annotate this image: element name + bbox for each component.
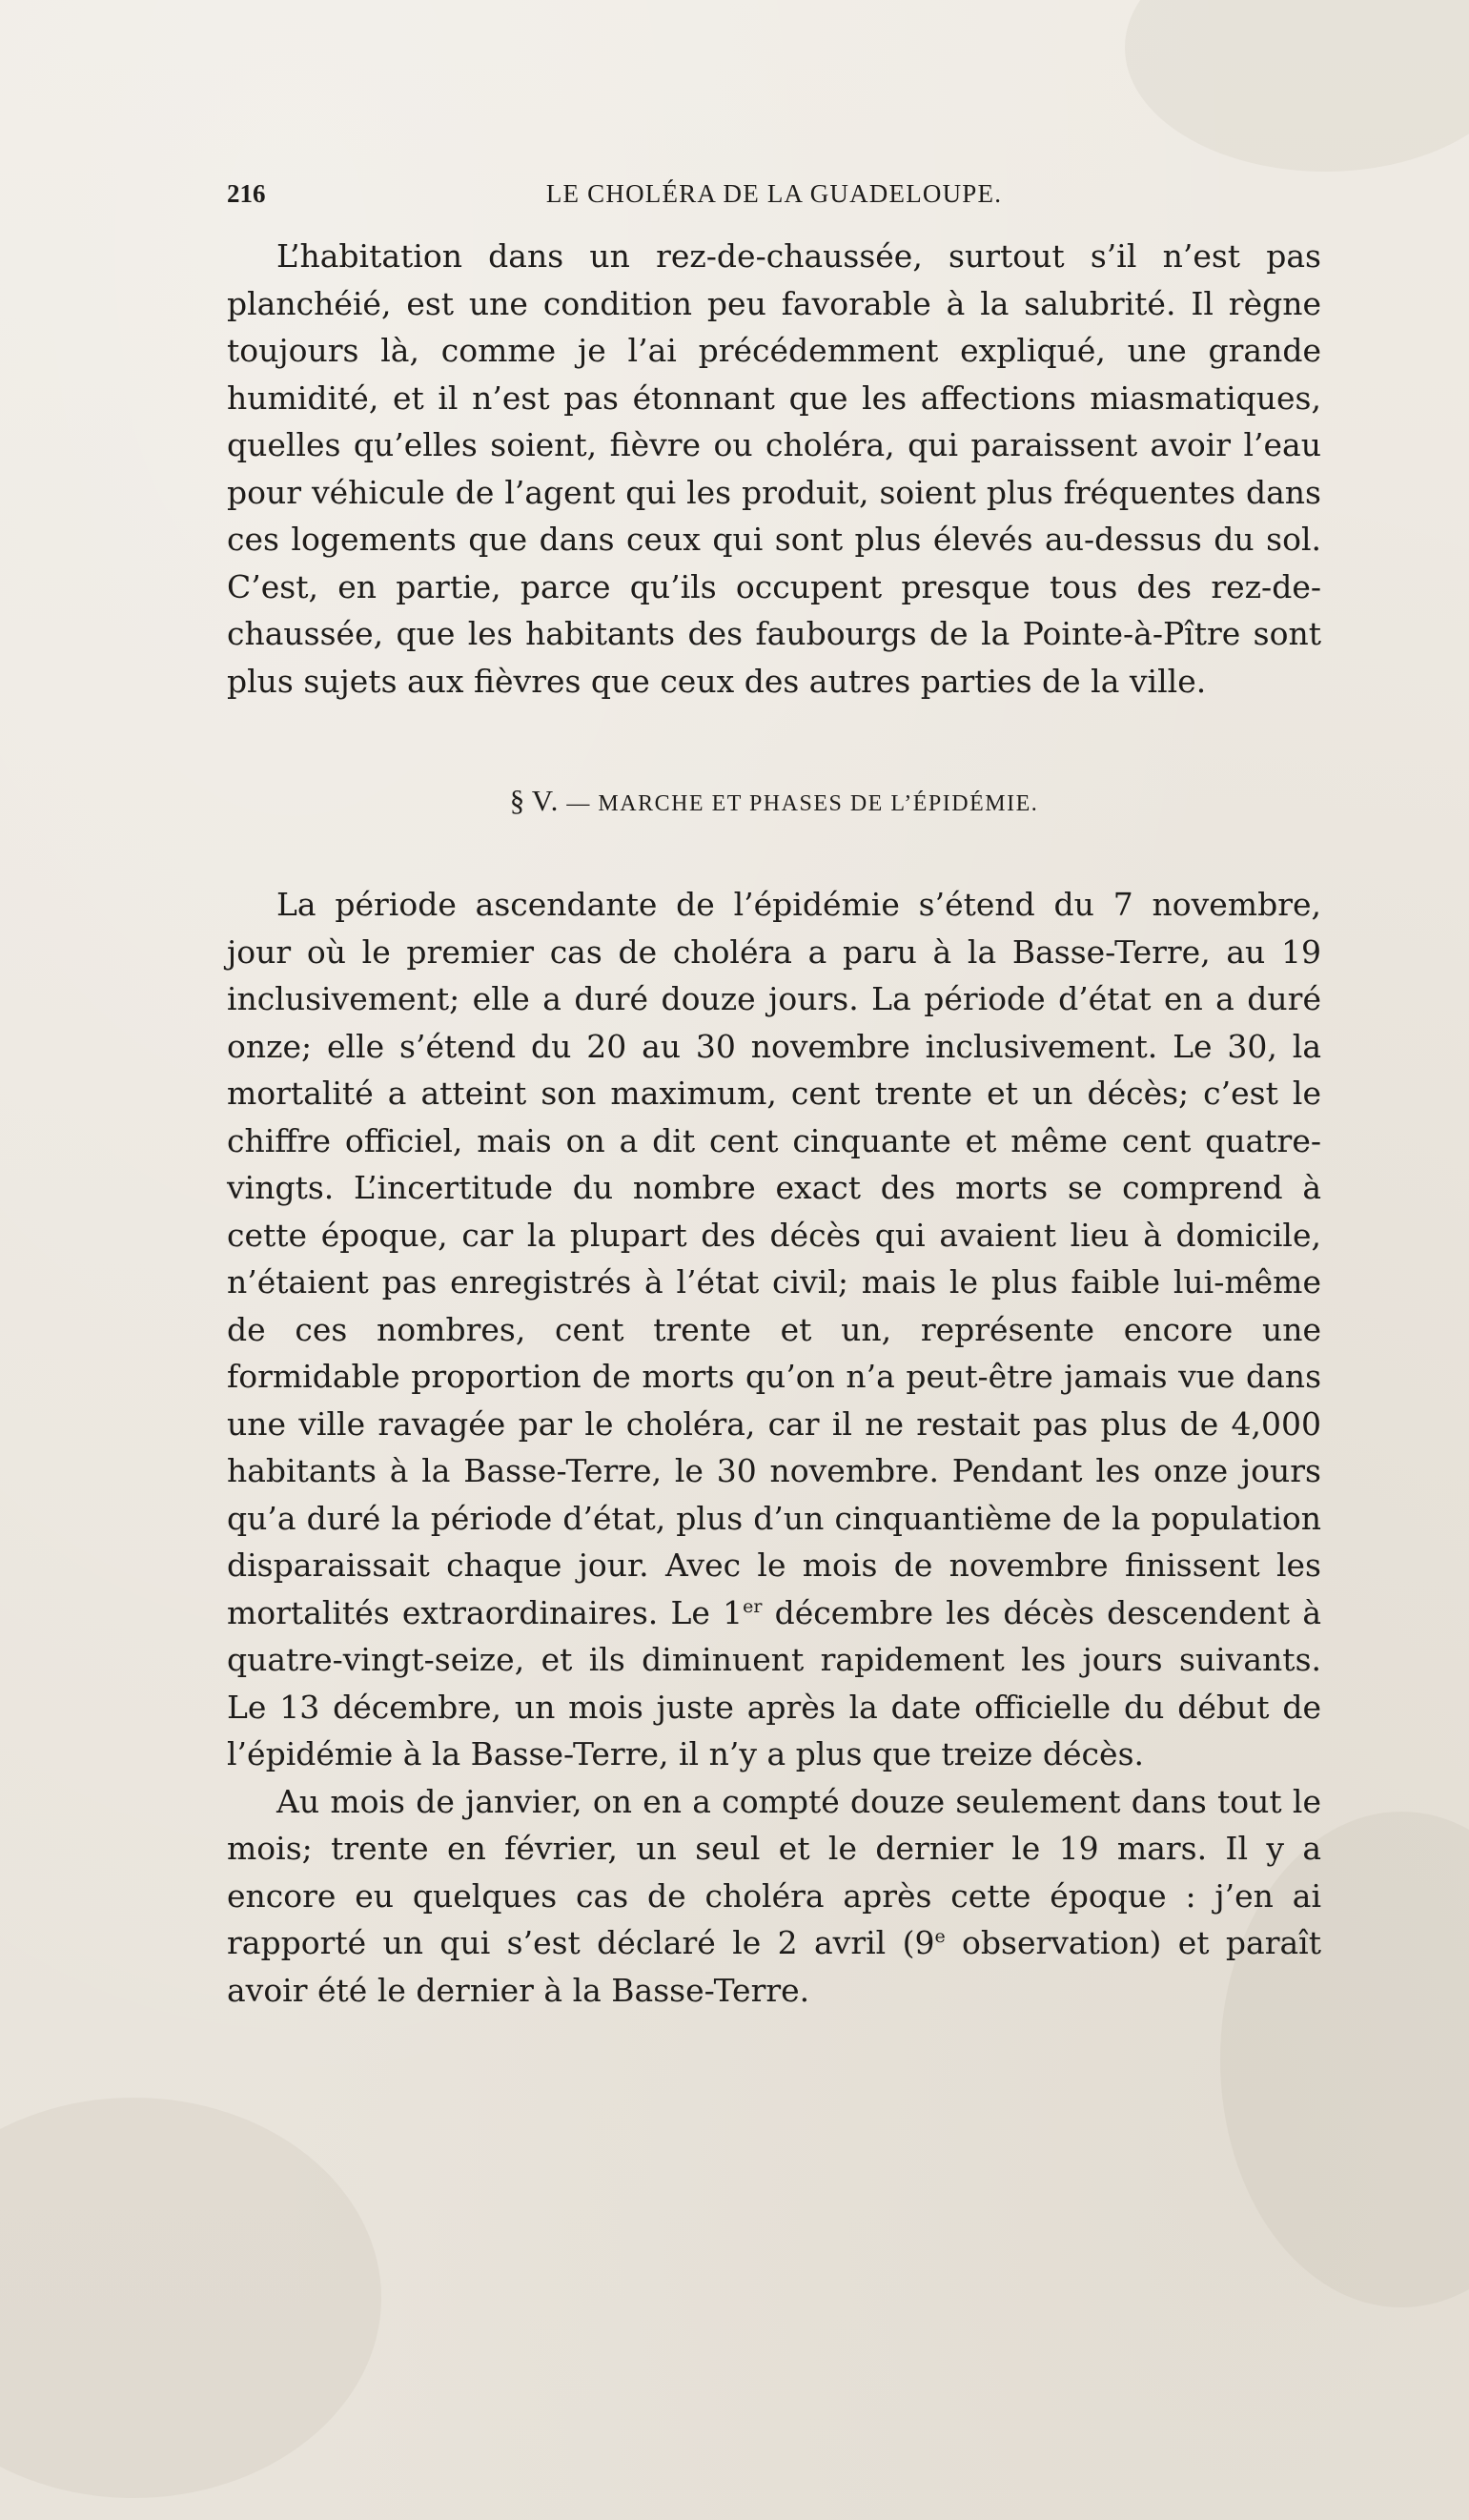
text-block <box>227 179 1321 2014</box>
paragraph-2-text-b: décembre les décès descendent à quatre-vingt-seize, et ils diminuent rapidement les jours suivants. Le 13 décembre, un mois juste après la date officielle du début de l’épidémie à la Basse-Terre, il n’y a plus que treize décès. <box>227 1593 1322 1772</box>
paragraph-2 <box>227 881 1321 1778</box>
running-title: LE CHOLÉRA DE LA GUADELOUPE. <box>545 179 1003 208</box>
ordinal-superscript: e <box>934 1926 946 1947</box>
paper-stain <box>1125 0 1469 172</box>
paragraph-3 <box>227 1778 1321 2015</box>
section-sign: § <box>509 784 525 817</box>
ordinal-superscript: er <box>743 1595 763 1617</box>
paper-stain <box>0 2098 381 2498</box>
section-heading <box>227 784 1321 818</box>
section-title: — MARCHE ET PHASES DE L’ÉPIDÉMIE. <box>566 791 1039 816</box>
paragraph-1: L’habitation dans un rez-de-chaussée, surtout s’il n’est pas planchéié, est une condition peu favorable à la salubrité. Il règne toujours là, comme je l’ai précédemment expliqué, une grande humidité, et il n’est pas étonnant que les affections miasmatiques, quelles qu’elles soient, fièvre ou choléra, qui paraissent avoir l’eau pour véhicule de l’agent qui les produit, soient plus fréquentes dans ces logements que dans ceux qui sont plus élevés au-dessus du sol. C’est, en partie, parce qu’ils occupent presque tous des rez-de-chaussée, que les habitants des faubourgs de la Pointe-à-Pître sont plus sujets aux fièvres que ceux des autres parties de la ville. <box>227 237 1321 700</box>
running-head <box>227 179 1321 233</box>
section-number: V. <box>531 784 560 817</box>
paragraph-3-text-a: Au mois de janvier, on en a compté douze seulement dans tout le mois; trente en février, un seul et le dernier le 19 mars. Il y a encore eu quelques cas de choléra après cette époque : j’en ai rapporté un qui s’est déclaré le 2 avril (9 <box>227 1782 1321 1961</box>
paragraph-3-text-b: observation) et paraît avoir été le dernier à la Basse-Terre. <box>227 1924 1321 2009</box>
page-number: 216 <box>227 179 266 208</box>
paragraph-2-text-a: La période ascendante de l’épidémie s’étend du 7 novembre, jour où le premier cas de choléra a paru à la Basse-Terre, au 19 inclusivement; elle a duré douze jours. La période d’état en a duré onze; elle s’étend du 20 au 30 novembre inclusivement. Le 30, la mortalité a atteint son maximum, cent trente et un décès; c’est le chiffre officiel, mais on a dit cent cinquante et même cent quatre-vingts. L’incertitude du nombre exact des morts se comprend à cette époque, car la plupart des décès qui avaient lieu à domicile, n’étaient pas enregistrés à l’état civil; mais le plus faible lui-même de ces nombres, cent trente et un, représente encore une formidable proportion de morts qu’on n’a peut-être jamais vue dans une ville ravagée par le choléra, car il ne restait pas plus de 4,000 habitants à la Basse-Terre, le 30 novembre. Pendant les onze jours qu’a duré la période d’état, plus d’un cinquantième de la population disparaissait chaque jour. Avec le mois de novembre finissent les mortalités extraordinaires. Le 1 <box>227 886 1321 1631</box>
